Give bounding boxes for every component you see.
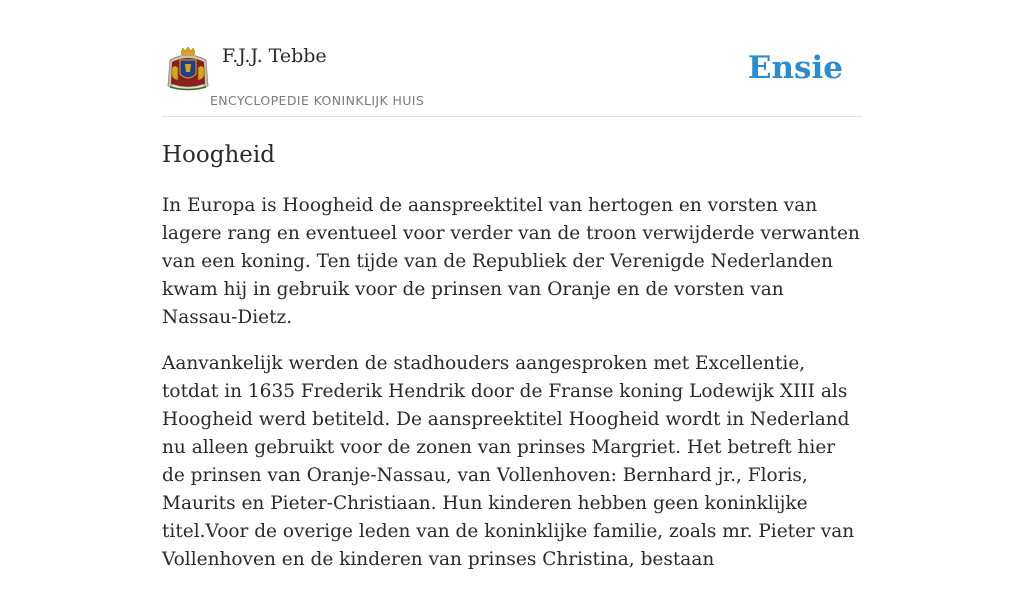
author-name[interactable]: F.J.J. Tebbe	[222, 45, 327, 67]
article-paragraph: In Europa is Hoogheid de aanspreektitel van hertogen en vorsten van lagere rang en eventueel voor verder van de troon verwijderde verwanten van een koning. Ten tijde van de Republiek der Verenigde Nederlanden kwam hij in gebruik voor de prinsen van Oranje en de vorsten van Nassau-Dietz.	[162, 195, 860, 328]
article-title: Hoogheid	[162, 142, 275, 168]
site-header	[162, 0, 862, 117]
article-paragraph: Aanvankelijk werden de stadhouders aangesproken met Excellentie, totdat in 1635 Frederik Hendrik door de Franse koning Lodewijk XIII als Hoogheid werd betiteld. De aanspreektitel Hoogheid wordt in Nederland nu alleen gebruikt voor de zonen van prinses Margriet. Het betreft hier de prinsen van Oranje-Nassau, van Vollenhoven: Bernhard jr., Floris, Maurits en Pieter-Christiaan. Hun kinderen hebben geen koninklijke titel.Voor de overige leden van de koninklijke familie, zoals mr. Pieter van Vollenhoven en de kinderen van prinses Christina, bestaan	[162, 353, 855, 570]
ensie-logo-link[interactable]: Ensie	[747, 50, 843, 86]
article	[162, 138, 862, 592]
royal-coat-of-arms-icon	[166, 46, 210, 92]
encyclopedia-name[interactable]: ENCYCLOPEDIE KONINKLIJK HUIS	[210, 93, 425, 108]
